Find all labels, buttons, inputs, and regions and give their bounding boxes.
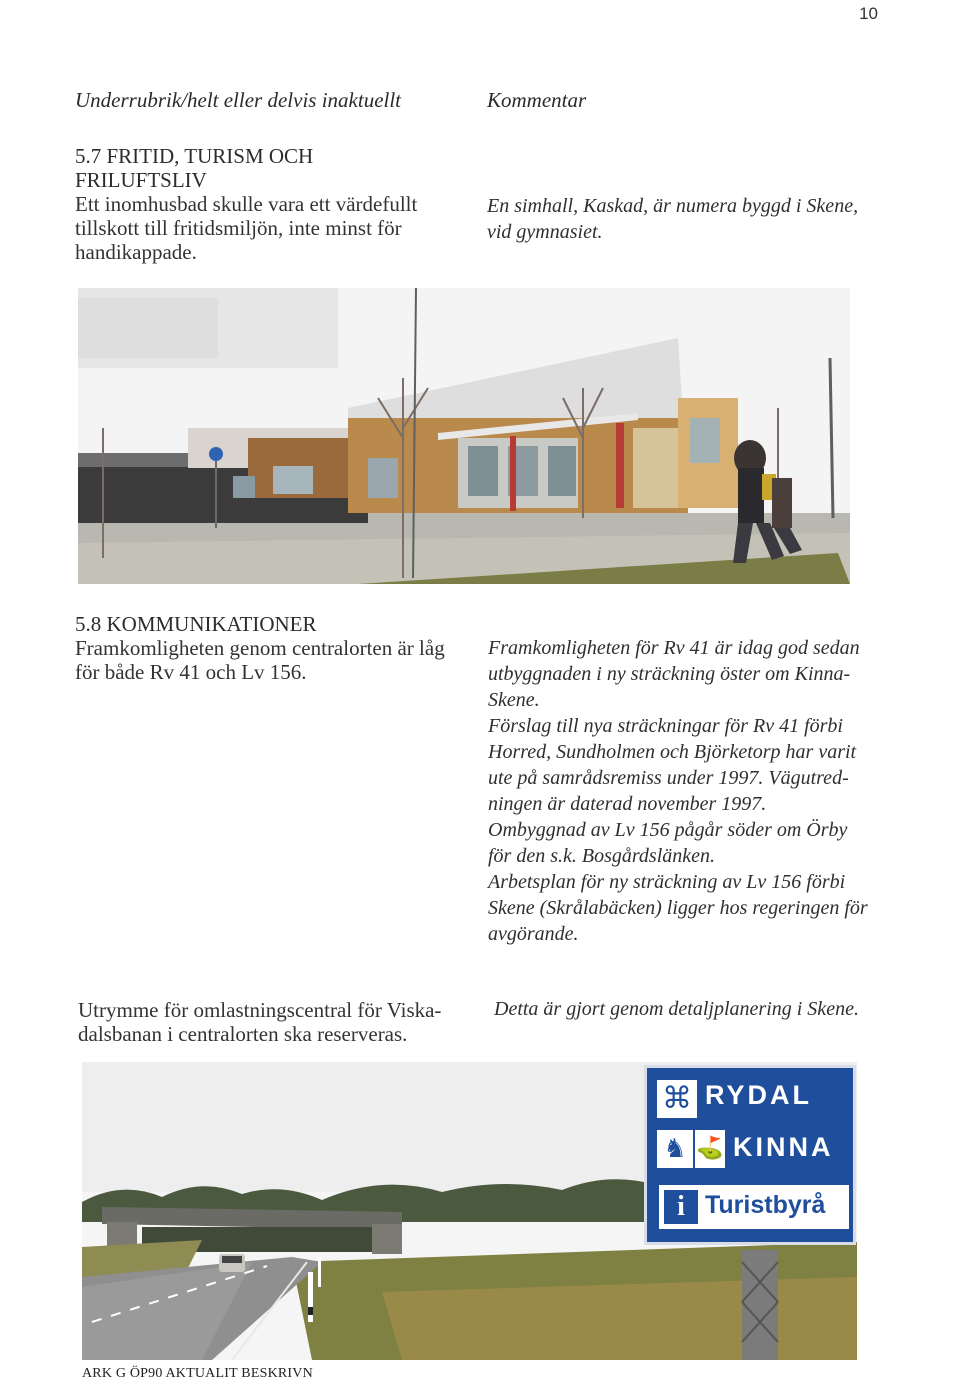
footer-code: ARK G ÖP90 AKTUALIT BESKRIVN xyxy=(82,1366,313,1381)
section-5-7-comment xyxy=(487,193,907,245)
reserve-comment xyxy=(494,996,914,1022)
comment-line: vid gymnasiet. xyxy=(487,221,603,243)
section-5-7-body-line: tillskott till fritidsmiljön, inte minst för xyxy=(75,216,402,240)
comment-line: avgörande. xyxy=(488,923,579,945)
reserve-body-line: dalsbanan i centralorten ska reserveras. xyxy=(78,1022,408,1046)
reserve-body-line: Utrymme för omlastningscentral för Viska- xyxy=(78,998,442,1022)
sign-rydal: RYDAL xyxy=(705,1080,812,1110)
section-5-8-title: 5.8 KOMMUNIKATIONER xyxy=(75,612,317,636)
comment-line: Ombyggnad av Lv 156 pågår söder om Örby xyxy=(488,819,848,841)
section-5-8-comment xyxy=(488,635,918,947)
section-5-7-title-line1: 5.7 FRITID, TURISM OCH xyxy=(75,144,314,168)
tourist-info-panel xyxy=(659,1185,849,1229)
comment-line: Detta är gjort genom detaljplanering i Skene. xyxy=(494,998,859,1020)
comment-line: En simhall, Kaskad, är numera byggd i Skene, xyxy=(487,195,859,217)
museum-icon: ♞ xyxy=(657,1130,693,1168)
comment-line: Framkomligheten för Rv 41 är idag god sedan xyxy=(488,637,860,659)
section-reserve xyxy=(78,998,488,1046)
section-5-8 xyxy=(75,612,480,684)
section-5-8-body-line: Framkomligheten genom centralorten är låg xyxy=(75,636,445,660)
section-5-8-body-line: för både Rv 41 och Lv 156. xyxy=(75,660,307,684)
road-sign xyxy=(644,1065,856,1245)
attraction-icon: ⌘ xyxy=(657,1080,697,1118)
comment-line: ningen är daterad november 1997. xyxy=(488,793,767,815)
comment-line: ute på samrådsremiss under 1997. Vägutred- xyxy=(488,767,849,789)
sign-kinna: KINNA xyxy=(733,1132,834,1162)
info-icon: i xyxy=(664,1190,698,1224)
section-5-7-body-line: Ett inomhusbad skulle vara ett värdefullt xyxy=(75,192,418,216)
right-column-header: Kommentar xyxy=(487,88,587,112)
page-number: 10 xyxy=(859,4,878,23)
section-5-7-title-line2: FRILUFTSLIV xyxy=(75,168,207,192)
road-sign-photo xyxy=(82,1062,857,1360)
comment-line: Skene. xyxy=(488,689,540,711)
comment-line: Arbetsplan för ny sträckning av Lv 156 förbi xyxy=(488,871,846,893)
comment-line: utbyggnaden i ny sträckning öster om Kinna- xyxy=(488,663,851,685)
comment-line: för den s.k. Bosgårdslänken. xyxy=(488,845,716,867)
sign-turistbyra: Turistbyrå xyxy=(705,1191,826,1219)
swimming-hall-photo xyxy=(78,288,850,584)
comment-line: Förslag till nya sträckningar för Rv 41 förbi xyxy=(488,715,843,737)
section-5-7-body-line: handikappade. xyxy=(75,240,197,264)
comment-line: Skene (Skrålabäcken) ligger hos regeringen för xyxy=(488,897,868,919)
section-5-7 xyxy=(75,144,475,264)
golf-icon: ⛳ xyxy=(695,1130,725,1168)
left-column-header: Underrubrik/helt eller delvis inaktuellt xyxy=(75,88,402,112)
comment-line: Horred, Sundholmen och Björketorp har varit xyxy=(488,741,857,763)
